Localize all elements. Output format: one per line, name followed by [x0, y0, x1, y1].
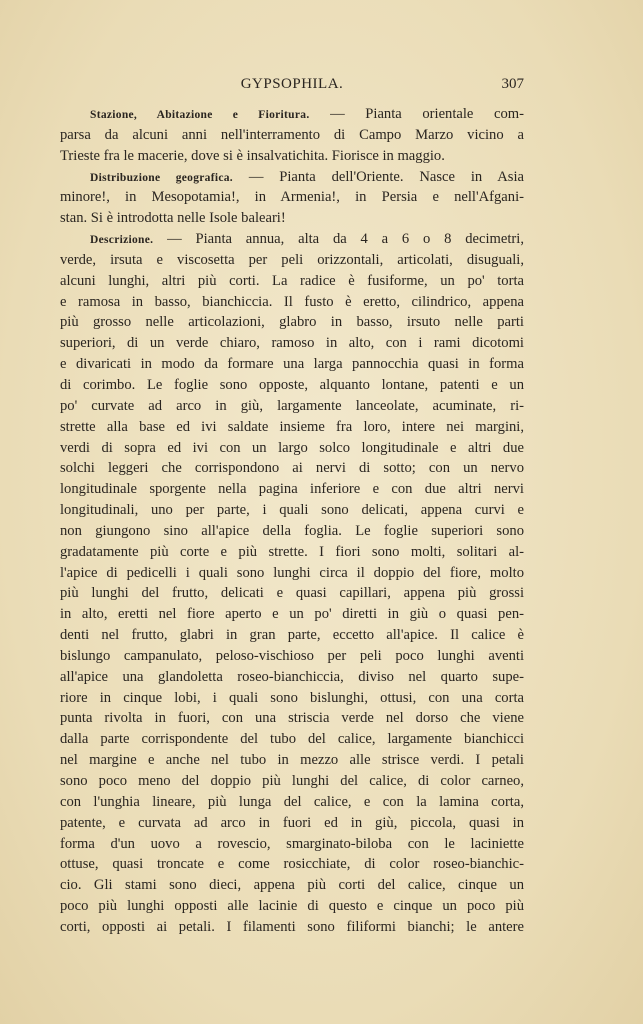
- text-line: patente, e curvata ad arco in fuori ed in giù, piccola, quasi in: [60, 814, 524, 831]
- text-line: corti, opposti ai petali. I filamenti sono filiformi bianchi; le antere: [60, 918, 524, 935]
- text-line: stan. Si è introdotta nelle Isole baleari!: [60, 210, 286, 227]
- text-line: e divaricati in modo da formare una larga pannocchia quasi in forma: [60, 356, 524, 373]
- text-line: longitudinale sporgente nella pagina inferiore e con due altri nervi: [60, 481, 524, 498]
- text-line: superiori, di un verde chiaro, ramoso in alto, con i rami dicotomi: [60, 335, 524, 352]
- text-line: denti nel frutto, glabri in gran parte, eccetto all'apice. Il calice è: [60, 627, 524, 644]
- section-heading-descrizione: Descrizione.: [90, 234, 154, 247]
- text-line: bislungo campanulato, peloso-vischioso per peli poco lunghi aventi: [60, 647, 524, 664]
- text-line: forma d'un uovo a rovescio, smarginato-biloba con le laciniette: [60, 835, 524, 852]
- text-line: all'apice una glandoletta roseo-bianchiccia, diviso nel quarto supe-: [60, 668, 524, 685]
- text-line: cio. Gli stami sono dieci, appena più corti del calice, cinque un: [60, 877, 524, 894]
- text-line: verde, irsuta e viscosetta per peli orizzontali, articolati, disuguali,: [60, 251, 524, 268]
- text-line: solchi leggeri che corrispondono ai nervi di sotto; con un nervo: [60, 460, 524, 477]
- page-header: [60, 76, 524, 98]
- text-line: e ramosa in basso, bianchiccia. Il fusto è eretto, cilindrico, appena: [60, 293, 524, 310]
- text-line: punta rivolta in fuori, con una striscia verde nel dorso che viene: [60, 710, 524, 727]
- text-line: nel margine e anche nel tubo in mezzo alle strisce verdi. I petali: [60, 752, 524, 769]
- text-line: po' curvate ad arco in giù, largamente lanceolate, acuminate, ri-: [60, 397, 524, 414]
- text-line: verdi di sopra ed ivi con un largo solco longitudinale e altri due: [60, 439, 524, 456]
- text-line: dalla parte corrispondente del tubo del calice, largamente bianchicci: [60, 731, 524, 748]
- text-line: longitudinali, uno per parte, i quali sono delicati, appena curvi e: [60, 502, 524, 519]
- text-line: più lunghi del frutto, delicati e quasi capillari, appena più grossi: [60, 585, 524, 602]
- text-line: di corimbo. Le foglie sono opposte, alquanto lontane, patenti e un: [60, 376, 524, 393]
- text-line: strette alla base ed ivi saldate insieme fra loro, intere nei margini,: [60, 418, 524, 435]
- section-heading-distribuzione: Distribuzione geografica.: [90, 171, 233, 184]
- section-heading-stazione: Stazione, Abitazione e Fioritura.: [90, 109, 310, 121]
- text-line: poco più lunghi opposti alle lacinie di questo e cinque un poco più: [60, 898, 524, 915]
- text-line: gradatamente più corte e più strette. I fiori sono molti, solitari al-: [60, 543, 524, 560]
- text-line: Descrizione. — Pianta annua, alta da 4 a 6 o 8 decimetri,: [90, 231, 524, 248]
- text-line: in alto, eretti nel fiore aperto e un po' diretti in giù o quasi pen-: [60, 606, 524, 623]
- text-line: con l'unghia lineare, più lunga del calice, e con la lamina corta,: [60, 793, 524, 810]
- text-line: riore in cinque lobi, i quali sono bislunghi, ottusi, con una corta: [60, 689, 524, 706]
- text-line: più grosso nelle articolazioni, glabro in basso, irsuto nelle parti: [60, 314, 524, 331]
- running-title: GYPSOPHILA.: [240, 76, 344, 92]
- text-line: Distribuzione geografica. — Pianta dell'Oriente. Nasce in Asia: [90, 168, 524, 185]
- text-line: alcuni lunghi, altri più corti. La radice è fusiforme, un po' torta: [60, 272, 524, 289]
- text-line: [60, 938, 524, 959]
- text-line: Stazione, Abitazione e Fioritura. — Pianta orientale com-: [90, 106, 524, 122]
- text-line: Trieste fra le macerie, dove si è insalvatichita. Fiorisce in maggio.: [60, 147, 445, 164]
- body-text: [60, 104, 524, 959]
- text-line: sono poco meno del doppio più lunghi del calice, di color carneo,: [60, 773, 524, 789]
- text-line: non giungono sino all'apice della foglia. Le foglie superiori sono: [60, 522, 524, 539]
- text-line: parsa da alcuni anni nell'interramento di Campo Marzo vicino a: [60, 126, 524, 143]
- text-line: minore!, in Mesopotamia!, in Armenia!, in Persia e nell'Afgani-: [60, 189, 524, 206]
- text-line: l'apice di pedicelli i quali sono lunghi circa il doppio del fiore, molto: [60, 564, 524, 581]
- text-line: ottuse, quasi troncate e come rosicchiate, di color roseo-bianchic-: [60, 856, 524, 873]
- page-number: 307: [501, 76, 524, 92]
